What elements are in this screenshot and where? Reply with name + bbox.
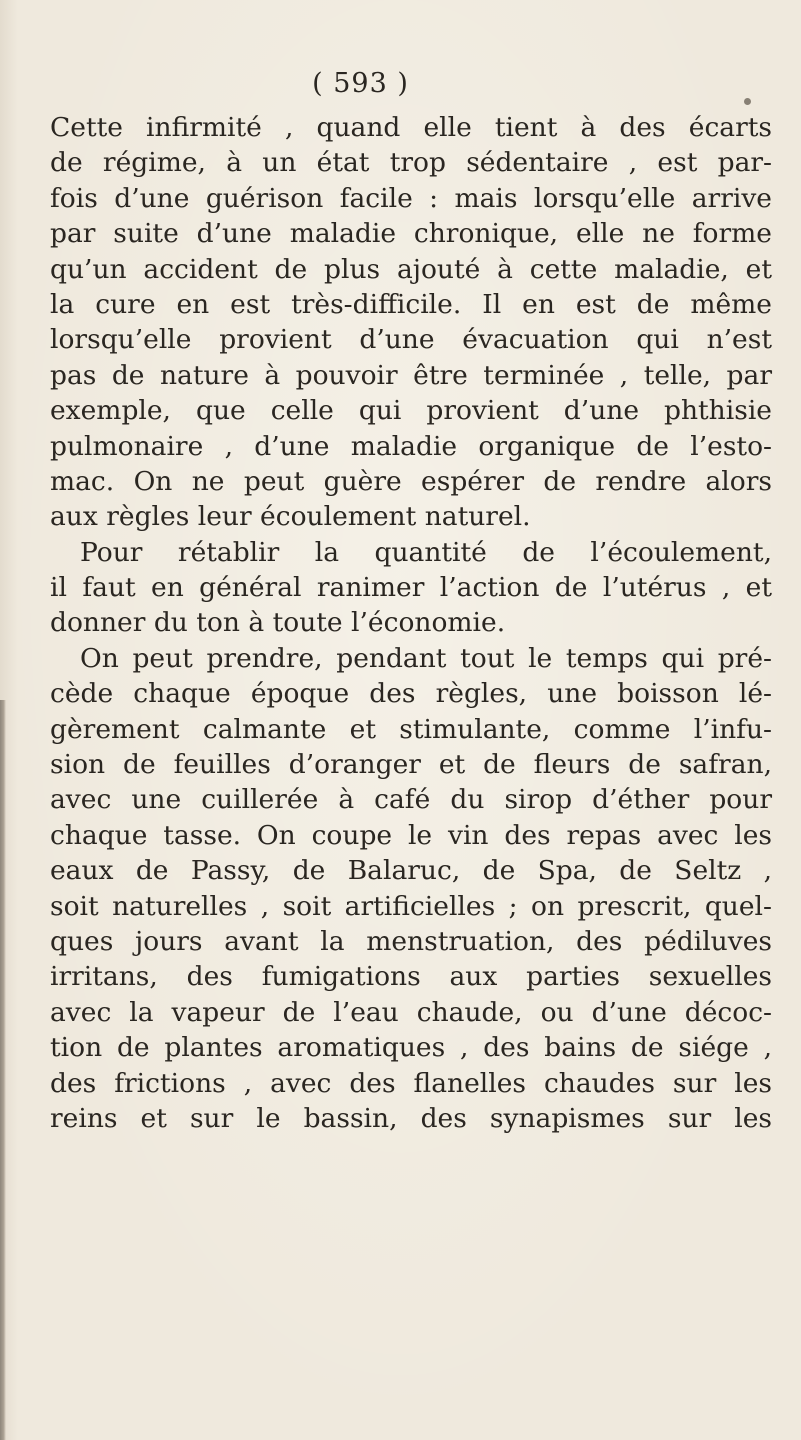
text-line: chaque tasse. On coupe le vin des repas avec les [50, 819, 772, 851]
text-line: lorsqu’elle provient d’une évacuation qui n’est [50, 324, 772, 356]
text-line: eaux de Passy, de Balaruc, de Spa, de Seltz , [50, 855, 772, 887]
text-line: soit naturelles , soit artificielles ; on prescrit, quel- [50, 890, 772, 922]
text-line: pulmonaire , d’une maladie organique de l’esto- [50, 430, 772, 462]
text-line: qu’un accident de plus ajouté à cette maladie, et [50, 253, 772, 285]
text-line: On peut prendre, pendant tout le temps qui pré- [80, 642, 772, 674]
text-line: donner du ton à toute l’économie. [50, 607, 506, 639]
text-line: cède chaque époque des règles, une boisson lé- [50, 678, 772, 710]
text-line: la cure en est très-difficile. Il en est de même [50, 288, 772, 320]
text-line: Pour rétablir la quantité de l’écoulement, [80, 536, 772, 568]
text-line: sion de feuilles d’oranger et de fleurs de safran, [50, 749, 772, 781]
text-line: Cette infirmité , quand elle tient à des écarts [50, 112, 772, 143]
text-line: avec la vapeur de l’eau chaude, ou d’une décoc- [50, 996, 772, 1028]
text-line: fois d’une guérison facile : mais lorsqu’elle arrive [50, 182, 772, 214]
text-line: mac. On ne peut guère espérer de rendre alors [50, 465, 772, 497]
text-line: gèrement calmante et stimulante, comme l’infu- [50, 713, 772, 745]
text-line: des frictions , avec des flanelles chaudes sur les [50, 1067, 772, 1099]
body-text [50, 110, 772, 1136]
text-line: reins et sur le bassin, des synapismes sur les [50, 1102, 772, 1134]
text-line: pas de nature à pouvoir être terminée , telle, par [50, 359, 772, 391]
text-line: aux règles leur écoulement naturel. [50, 501, 531, 533]
text-line: tion de plantes aromatiques , des bains de siége , [50, 1032, 772, 1064]
text-line: avec une cuillerée à café du sirop d’éther pour [50, 784, 772, 816]
ink-spot [744, 98, 751, 105]
text-line: par suite d’une maladie chronique, elle ne forme [50, 218, 772, 250]
text-line: de régime, à un état trop sédentaire , est par- [50, 147, 772, 179]
text-line: ques jours avant la menstruation, des pédiluves [50, 925, 772, 957]
page-number: ( 593 ) [312, 68, 409, 99]
binding-edge [0, 700, 6, 1440]
text-line: exemple, que celle qui provient d’une phthisie [50, 395, 772, 427]
text-line: il faut en général ranimer l’action de l’utérus , et [50, 572, 772, 604]
text-line: irritans, des fumigations aux parties sexuelles [50, 961, 772, 993]
